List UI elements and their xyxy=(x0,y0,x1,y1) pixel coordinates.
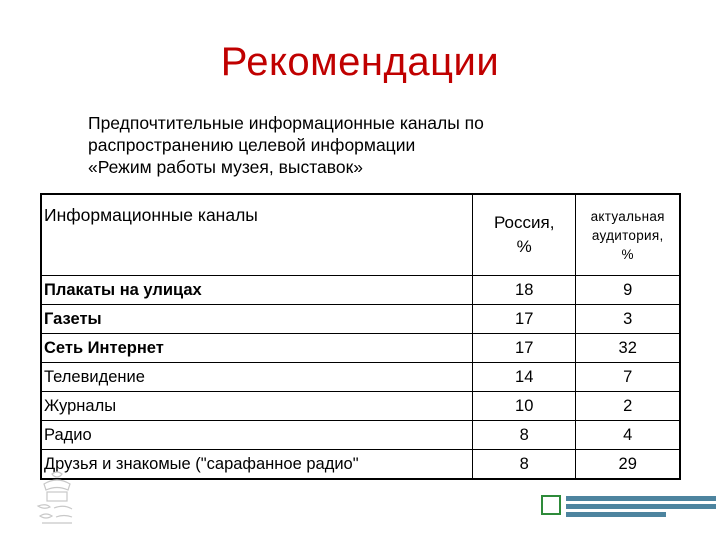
cell-audience: 9 xyxy=(576,276,680,305)
cell-channel: Радио xyxy=(41,421,473,450)
header-audience-line-1: актуальная xyxy=(590,208,665,224)
table-row xyxy=(41,334,680,363)
cell-channel: Плакаты на улицах xyxy=(41,276,473,305)
cell-russia: 8 xyxy=(473,421,576,450)
header-audience-line-2: аудитория, xyxy=(591,227,664,243)
cell-channel: Телевидение xyxy=(41,363,473,392)
header-russia xyxy=(473,194,576,276)
header-russia-line-1: Россия, xyxy=(493,213,555,232)
header-channels: Информационные каналы xyxy=(41,194,473,276)
subtitle-line-3: «Режим работы музея, выставок» xyxy=(88,157,363,177)
page-title: Рекомендации xyxy=(220,40,500,84)
subtitle-line-1: Предпочтительные информационные каналы по xyxy=(88,113,484,133)
header-audience-line-3: % xyxy=(621,246,634,262)
cell-audience: 2 xyxy=(576,392,680,421)
cell-russia: 17 xyxy=(473,305,576,334)
header-audience xyxy=(576,194,680,276)
cell-channel: Газеты xyxy=(41,305,473,334)
table-row xyxy=(41,276,680,305)
cell-audience: 29 xyxy=(576,450,680,480)
cell-russia: 17 xyxy=(473,334,576,363)
cell-channel: Друзья и знакомые ("сарафанное радио" xyxy=(41,450,473,480)
cell-russia: 14 xyxy=(473,363,576,392)
table-row xyxy=(41,305,680,334)
cell-audience: 4 xyxy=(576,421,680,450)
header-russia-line-2: % xyxy=(516,237,532,256)
channels-table xyxy=(40,193,681,480)
table-row xyxy=(41,392,680,421)
subtitle-line-2: распространению целевой информации xyxy=(88,135,416,155)
center-logo-icon xyxy=(541,495,561,515)
table-row xyxy=(41,363,680,392)
cell-audience: 3 xyxy=(576,305,680,334)
table-row xyxy=(41,421,680,450)
cell-channel: Сеть Интернет xyxy=(41,334,473,363)
cell-channel: Журналы xyxy=(41,392,473,421)
cell-audience: 7 xyxy=(576,363,680,392)
cell-russia: 10 xyxy=(473,392,576,421)
cell-russia: 18 xyxy=(473,276,576,305)
museum-logo-icon xyxy=(32,470,82,526)
cell-audience: 32 xyxy=(576,334,680,363)
table-row xyxy=(41,450,680,480)
cell-russia: 8 xyxy=(473,450,576,480)
subtitle xyxy=(88,112,648,178)
table-header-row xyxy=(41,194,680,276)
